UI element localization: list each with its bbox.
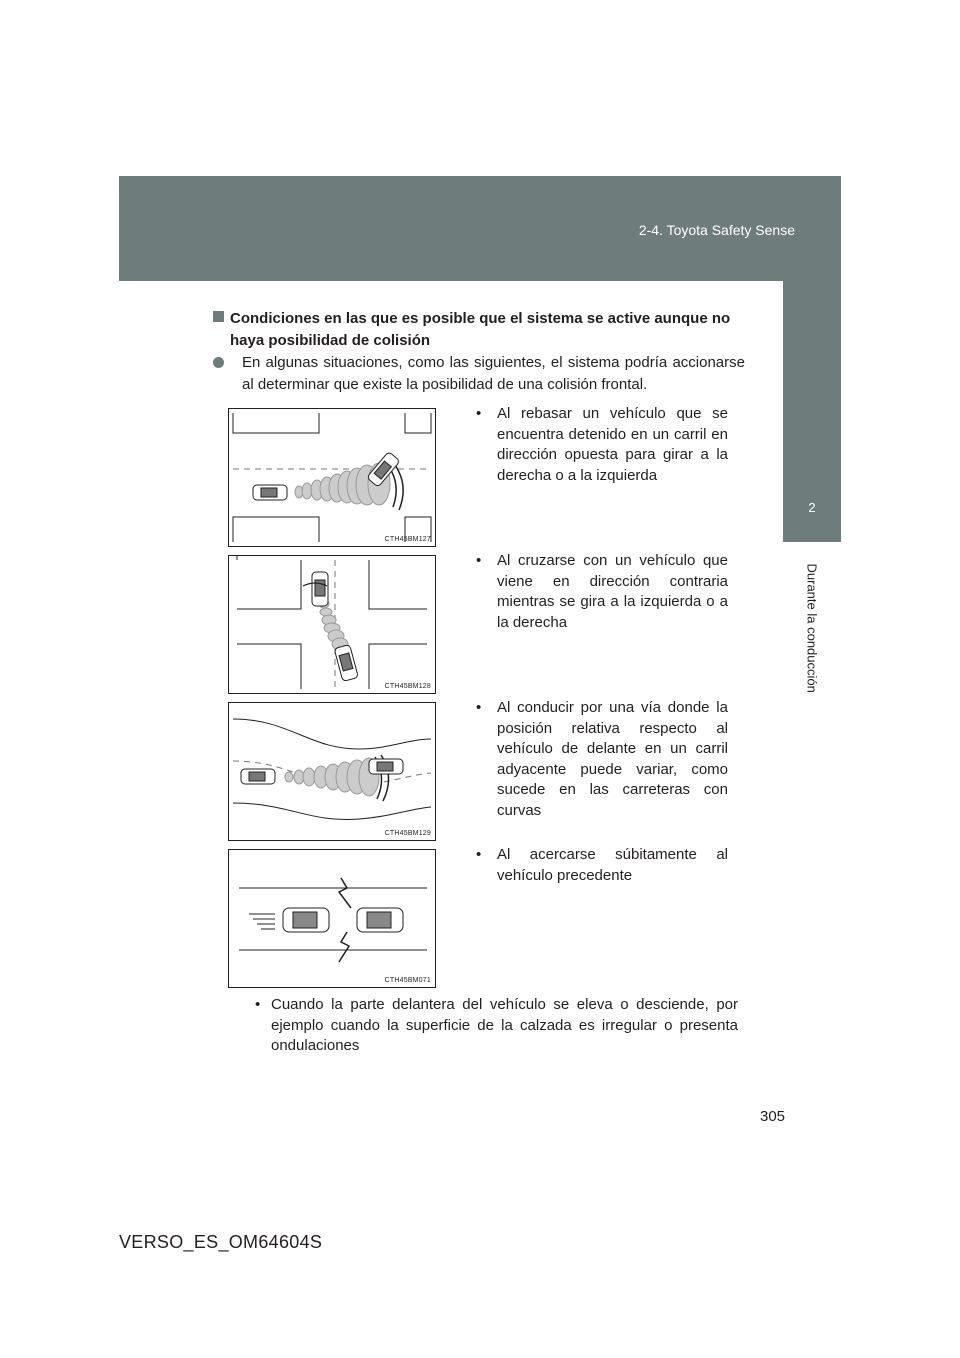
figure-illustration bbox=[229, 409, 435, 546]
bullet-glyph: • bbox=[476, 846, 482, 863]
caption-2 bbox=[470, 551, 728, 633]
chapter-number: 2 bbox=[808, 500, 816, 515]
extra-bullet-text: Cuando la parte delantera del vehículo se eleva o desciende, por ejemplo cuando la superficie de la calzada es irregular o presenta ondulaciones bbox=[271, 996, 738, 1054]
caption-4 bbox=[470, 845, 728, 886]
intro-paragraph bbox=[213, 352, 745, 396]
chapter-label: Durante la conducción bbox=[804, 563, 820, 693]
extra-bullet bbox=[255, 995, 738, 1057]
header-section-title: 2-4. Toyota Safety Sense bbox=[638, 222, 795, 238]
figure-sudden-approach bbox=[228, 849, 436, 988]
page-number: 305 bbox=[760, 1108, 786, 1125]
caption-1 bbox=[470, 404, 728, 486]
bullet-glyph: • bbox=[476, 405, 482, 422]
caption-2-text: Al cruzarse con un vehículo que viene en dirección contraria mientras se gira a la izquierda o a la derecha bbox=[497, 552, 728, 631]
intro-text: En algunas situaciones, como las siguientes, el sistema podría accionarse al determinar que existe la posibilidad de una colisión frontal. bbox=[242, 354, 745, 393]
chapter-tab bbox=[783, 472, 841, 542]
figure-illustration bbox=[229, 556, 435, 693]
figure-illustration bbox=[229, 703, 435, 840]
square-marker-icon bbox=[213, 311, 224, 322]
caption-3-text: Al conducir por una vía donde la posición relativa respecto al vehículo de delante en un carril adyacente puede variar, como sucede en las carreteras con curvas bbox=[497, 699, 728, 819]
figure-code: CTH45BM128 bbox=[384, 683, 431, 690]
section-heading-text: Condiciones en las que es posible que el sistema se active aunque no haya posibilidad de colisión bbox=[230, 310, 731, 349]
figure-illustration bbox=[229, 850, 435, 987]
figure-overtaking-stopped-vehicle bbox=[228, 408, 436, 547]
figure-code: CTH45BM129 bbox=[384, 830, 431, 837]
section-heading bbox=[213, 308, 745, 352]
figure-crossing-oncoming-vehicle bbox=[228, 555, 436, 694]
caption-4-text: Al acercarse súbitamente al vehículo precedente bbox=[497, 846, 728, 884]
figure-code: CTH45BM127 bbox=[384, 536, 431, 543]
bullet-glyph: • bbox=[476, 699, 482, 716]
caption-3 bbox=[470, 698, 728, 821]
bullet-glyph: • bbox=[476, 552, 482, 569]
figure-curved-road bbox=[228, 702, 436, 841]
side-tab-strip bbox=[783, 281, 841, 472]
page-header bbox=[119, 176, 841, 281]
circle-bullet-icon bbox=[213, 357, 224, 368]
figure-code: CTH45BM071 bbox=[384, 977, 431, 984]
bullet-glyph: • bbox=[255, 996, 261, 1013]
caption-1-text: Al rebasar un vehículo que se encuentra detenido en un carril en dirección opuesta para girar a la derecha o a la izquierda bbox=[497, 405, 728, 484]
document-code: VERSO_ES_OM64604S bbox=[119, 1232, 323, 1252]
